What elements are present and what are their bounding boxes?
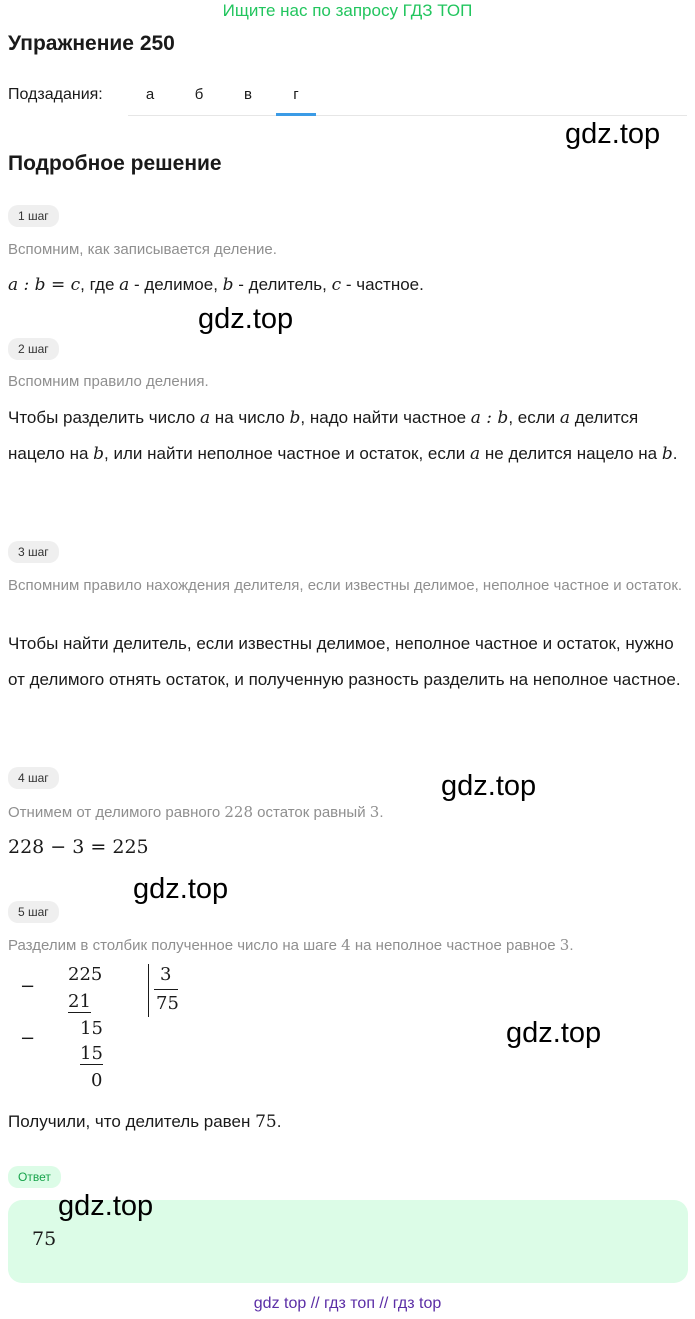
text: , где [80, 275, 120, 294]
page-title: Упражнение 250 [8, 32, 175, 55]
tab-g[interactable]: г [276, 86, 316, 116]
divisor: 3 [160, 964, 172, 985]
step-hint: Вспомним, как записывается деление. [8, 241, 277, 258]
watermark: gdz.top [441, 770, 537, 802]
minus-sign: − [20, 976, 36, 997]
subtrahend-1: 21 [68, 991, 91, 1012]
watermark: gdz.top [58, 1190, 154, 1222]
text: . [379, 804, 384, 821]
text: - делитель, [233, 275, 332, 294]
number: 228 [224, 803, 253, 821]
conclusion [8, 1104, 688, 1140]
subtrahend-2: 15 [80, 1043, 103, 1064]
solution-heading: Подробное решение [8, 152, 222, 175]
step-hint [8, 801, 688, 824]
dividend: 225 [68, 964, 103, 985]
remainder-1: 15 [80, 1018, 103, 1039]
remainder-2: 0 [91, 1070, 103, 1091]
number: 4 [341, 936, 351, 954]
watermark: gdz.top [506, 1017, 602, 1049]
var: a [119, 275, 130, 295]
text: , надо найти частное [300, 408, 471, 427]
var: b [222, 275, 234, 295]
step-badge: 2 шаг [8, 338, 59, 360]
quotient: 75 [156, 993, 179, 1014]
var: b [93, 444, 105, 464]
step-hint: Вспомним правило деления. [8, 373, 209, 390]
text: Чтобы разделить число [8, 408, 200, 427]
text: на число [210, 408, 290, 427]
number: 3 [559, 936, 570, 954]
text: - частное. [341, 275, 424, 294]
step-hint [8, 934, 688, 957]
tab-a[interactable]: а [145, 86, 155, 103]
promo-banner[interactable]: Ищите нас по запросу ГДЗ ТОП [222, 1, 473, 20]
watermark: gdz.top [198, 303, 294, 335]
var: b [661, 444, 673, 464]
step-badge: 4 шаг [8, 767, 59, 789]
tab-v[interactable]: в [244, 86, 252, 103]
text: Получили, что делитель равен [8, 1112, 256, 1131]
text: Разделим в столбик полученное число на шаге [8, 937, 342, 954]
footer-links[interactable]: gdz top // гдз топ // гдз top [253, 1295, 442, 1312]
subtasks-label: Подзадания: [8, 86, 103, 103]
var: b [289, 408, 301, 428]
formula: a : b [470, 408, 509, 428]
step-badge: 5 шаг [8, 901, 59, 923]
var: c [331, 275, 342, 295]
text: , если [508, 408, 560, 427]
division-bar [148, 964, 149, 1017]
answer-badge: Ответ [8, 1166, 61, 1188]
text: . [672, 444, 678, 463]
minus-sign: − [20, 1028, 36, 1049]
step-badge: 1 шаг [8, 205, 59, 227]
formula: a : b = c [8, 275, 81, 295]
text: Отнимем от делимого равного [8, 804, 225, 821]
text: . [569, 937, 574, 954]
text: делится нацело на [8, 408, 639, 463]
step-formula: 228 − 3 = 225 [8, 836, 149, 858]
var: a [199, 408, 211, 428]
text: не делится нацело на [480, 444, 662, 463]
var: a [559, 408, 571, 428]
text: на неполное частное равное [350, 937, 560, 954]
step-text: Чтобы найти делитель, если известны делимое, неполное частное и остаток, нужно от делимого отнять остаток, и полученную разность разделить на неполное частное. [8, 634, 681, 689]
step-text [8, 267, 688, 303]
step-hint: Вспомним правило нахождения делителя, если известны делимое, неполное частное и остаток. [8, 577, 683, 594]
var: a [470, 444, 481, 464]
answer-value: 75 [32, 1228, 57, 1250]
text: - делимое, [129, 275, 223, 294]
subtask-tabs [128, 78, 687, 116]
number: 3 [369, 803, 380, 821]
text: остаток равный [253, 804, 370, 821]
step-badge: 3 шаг [8, 541, 59, 563]
watermark: gdz.top [565, 118, 661, 150]
watermark: gdz.top [133, 873, 229, 905]
number: 75 [255, 1112, 277, 1132]
text: , или найти неполное частное и остаток, если [104, 444, 471, 463]
tab-b[interactable]: б [194, 86, 204, 103]
text: . [276, 1112, 282, 1131]
step-text [8, 400, 688, 472]
quotient-line [154, 989, 178, 990]
